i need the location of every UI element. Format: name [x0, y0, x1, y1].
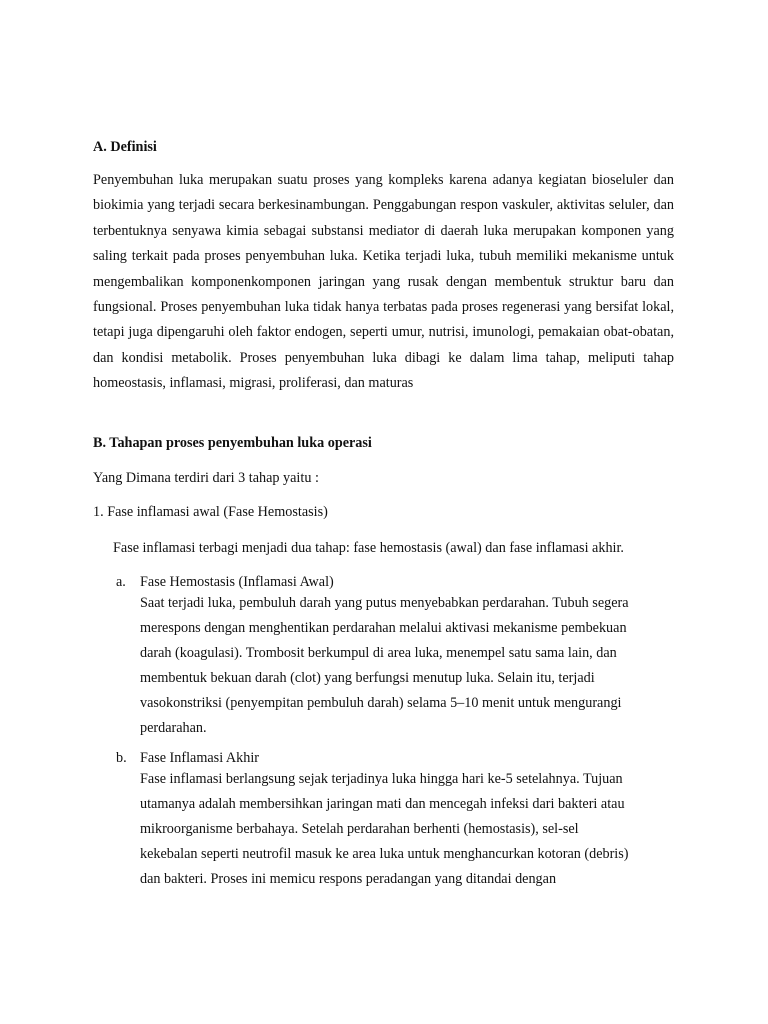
list-item-body — [140, 573, 678, 741]
heading-letter: A — [93, 139, 104, 155]
heading-definisi — [93, 138, 674, 156]
text-line: dan bakteri. Proses ini memicu respons peradangan yang ditandai dengan — [140, 871, 557, 887]
text-line: darah (koagulasi). Trombosit berkumpul di area luka, menempel satu sama lain, dan — [140, 645, 617, 661]
text-line: membentuk bekuan darah (clot) yang berfungsi menutup luka. Selain itu, terjadi — [140, 670, 595, 686]
text-line: vasokonstriksi (penyempitan pembuluh darah) selama 5–10 menit untuk mengurangi — [140, 695, 622, 711]
heading-title: . Definisi — [103, 139, 157, 155]
list-item-title: Fase Inflamasi Akhir — [140, 750, 259, 766]
text-line: kekebalan seperti neutrofil masuk ke area luka untuk menghancurkan kotoran (debris) — [140, 846, 629, 862]
paragraph-definisi: Penyembuhan luka merupakan suatu proses yang kompleks karena adanya kegiatan bioseluler dan biokimia yang terjadi secara berkesinambungan. Penggabungan respon vaskuler, aktivitas seluler, dan terbentuknya senyawa kimia sebagai substansi mediator di daerah luka merupakan komponen yang saling terkait pada proses penyembuhan luka. Ketika terjadi luka, tubuh memiliki mekanisme untuk mengembalikan komponenkomponen jaringan yang rusak dengan membentuk struktur baru dan fungsional. Proses penyembuhan luka tidak hanya terbatas pada proses regenerasi yang bersifat lokal, tetapi juga dipengaruhi oleh faktor endogen, seperti umur, nutrisi, imunologi, pemakaian obat-obatan, dan kondisi metabolik. Proses penyembuhan luka dibagi ke dalam lima tahap, meliputi tahap homeostasis, inflamasi, migrasi, proliferasi, dan maturas — [93, 172, 674, 392]
list-marker: a. — [116, 574, 126, 590]
text-line: merespons dengan menghentikan perdarahan melalui aktivasi mekanisme pembekuan — [140, 620, 627, 636]
heading-tahapan: B. Tahapan proses penyembuhan luka operasi — [93, 435, 372, 451]
phase-1-title: 1. Fase inflamasi awal (Fase Hemostasis) — [93, 504, 328, 520]
list-item-title: Fase Hemostasis (Inflamasi Awal) — [140, 574, 334, 590]
list-marker: b. — [116, 750, 127, 766]
text-line: utamanya adalah membersihkan jaringan mati dan mencegah infeksi dari bakteri atau — [140, 796, 625, 812]
phase-1-intro: Fase inflamasi terbagi menjadi dua tahap: fase hemostasis (awal) dan fase inflamasi akhir. — [113, 540, 624, 556]
text-line: mikroorganisme berbahaya. Setelah perdarahan berhenti (hemostasis), sel-sel — [140, 821, 579, 837]
intro-tahapan: Yang Dimana terdiri dari 3 tahap yaitu : — [93, 470, 319, 486]
text-line: Saat terjadi luka, pembuluh darah yang putus menyebabkan perdarahan. Tubuh segera — [140, 595, 629, 611]
text-line: perdarahan. — [140, 720, 207, 736]
list-item-body — [140, 749, 678, 892]
text-line: Fase inflamasi berlangsung sejak terjadinya luka hingga hari ke-5 setelahnya. Tujuan — [140, 771, 623, 787]
